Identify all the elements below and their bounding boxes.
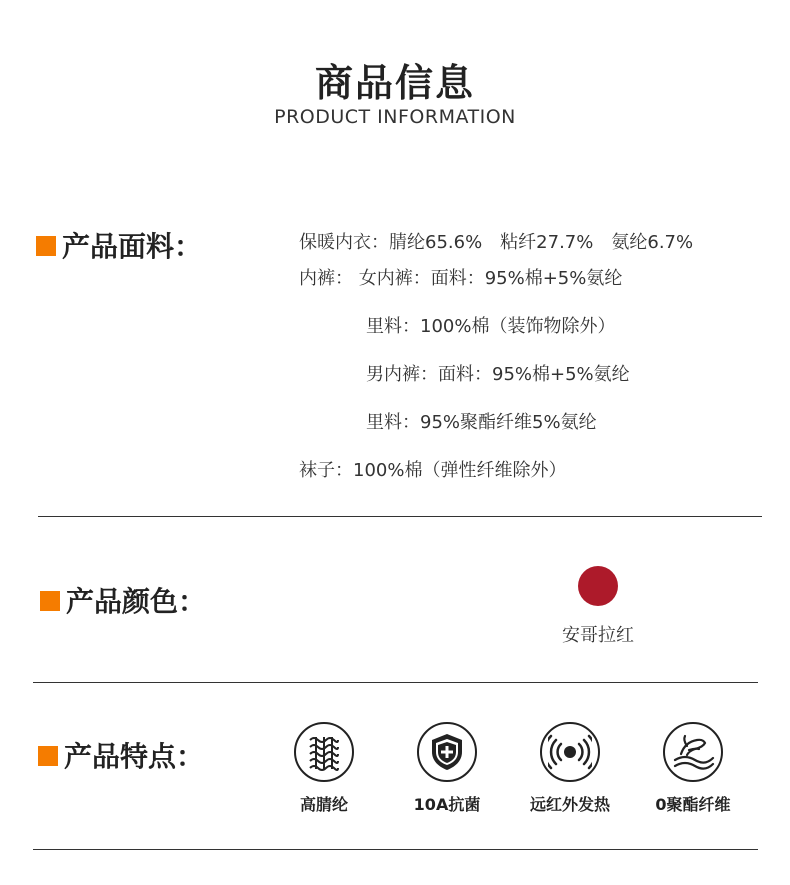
fabric-line-5: 里料：95%聚酯纤维5%氨纶 [366, 412, 597, 433]
features-heading: 产品特点： [64, 740, 205, 773]
fabric-heading: 产品面料： [62, 230, 203, 263]
divider-3 [33, 849, 758, 850]
fabric-line-4: 男内裤：面料：95%棉+5%氨纶 [366, 364, 630, 385]
section-marker-fabric [36, 236, 56, 256]
feature-label: 远红外发热 [529, 795, 610, 814]
feature-zero-polyester [638, 722, 748, 815]
feature-high-acrylic [269, 722, 379, 815]
page-title: 商品信息 [314, 61, 475, 105]
shield-plus-icon [417, 722, 477, 782]
fabric-line-2: 内裤： 女内裤：面料：95%棉+5%氨纶 [299, 268, 623, 289]
color-swatch[interactable] [578, 566, 618, 606]
feature-label: 0聚酯纤维 [655, 795, 731, 814]
radiation-waves-icon [540, 722, 600, 782]
feature-label: 10A抗菌 [413, 795, 481, 814]
fabric-line-1: 保暖内衣：腈纶65.6% 粘纤27.7% 氨纶6.7% [299, 232, 694, 253]
fabric-line-3: 里料：100%棉（装饰物除外） [366, 316, 616, 337]
feature-antibacterial [392, 722, 502, 815]
feature-far-infrared [515, 722, 625, 815]
feature-label: 高腈纶 [299, 795, 348, 814]
section-marker-color [40, 591, 60, 611]
fabric-hand-icon [663, 722, 723, 782]
color-name: 安哥拉红 [562, 625, 634, 646]
divider-2 [33, 682, 758, 683]
color-heading: 产品颜色： [66, 585, 207, 618]
page-subtitle: PRODUCT INFORMATION [274, 106, 516, 128]
fabric-line-6: 袜子：100%棉（弹性纤维除外） [299, 460, 567, 481]
divider-1 [38, 516, 762, 517]
fiber-weave-icon [294, 722, 354, 782]
section-marker-features [38, 746, 58, 766]
